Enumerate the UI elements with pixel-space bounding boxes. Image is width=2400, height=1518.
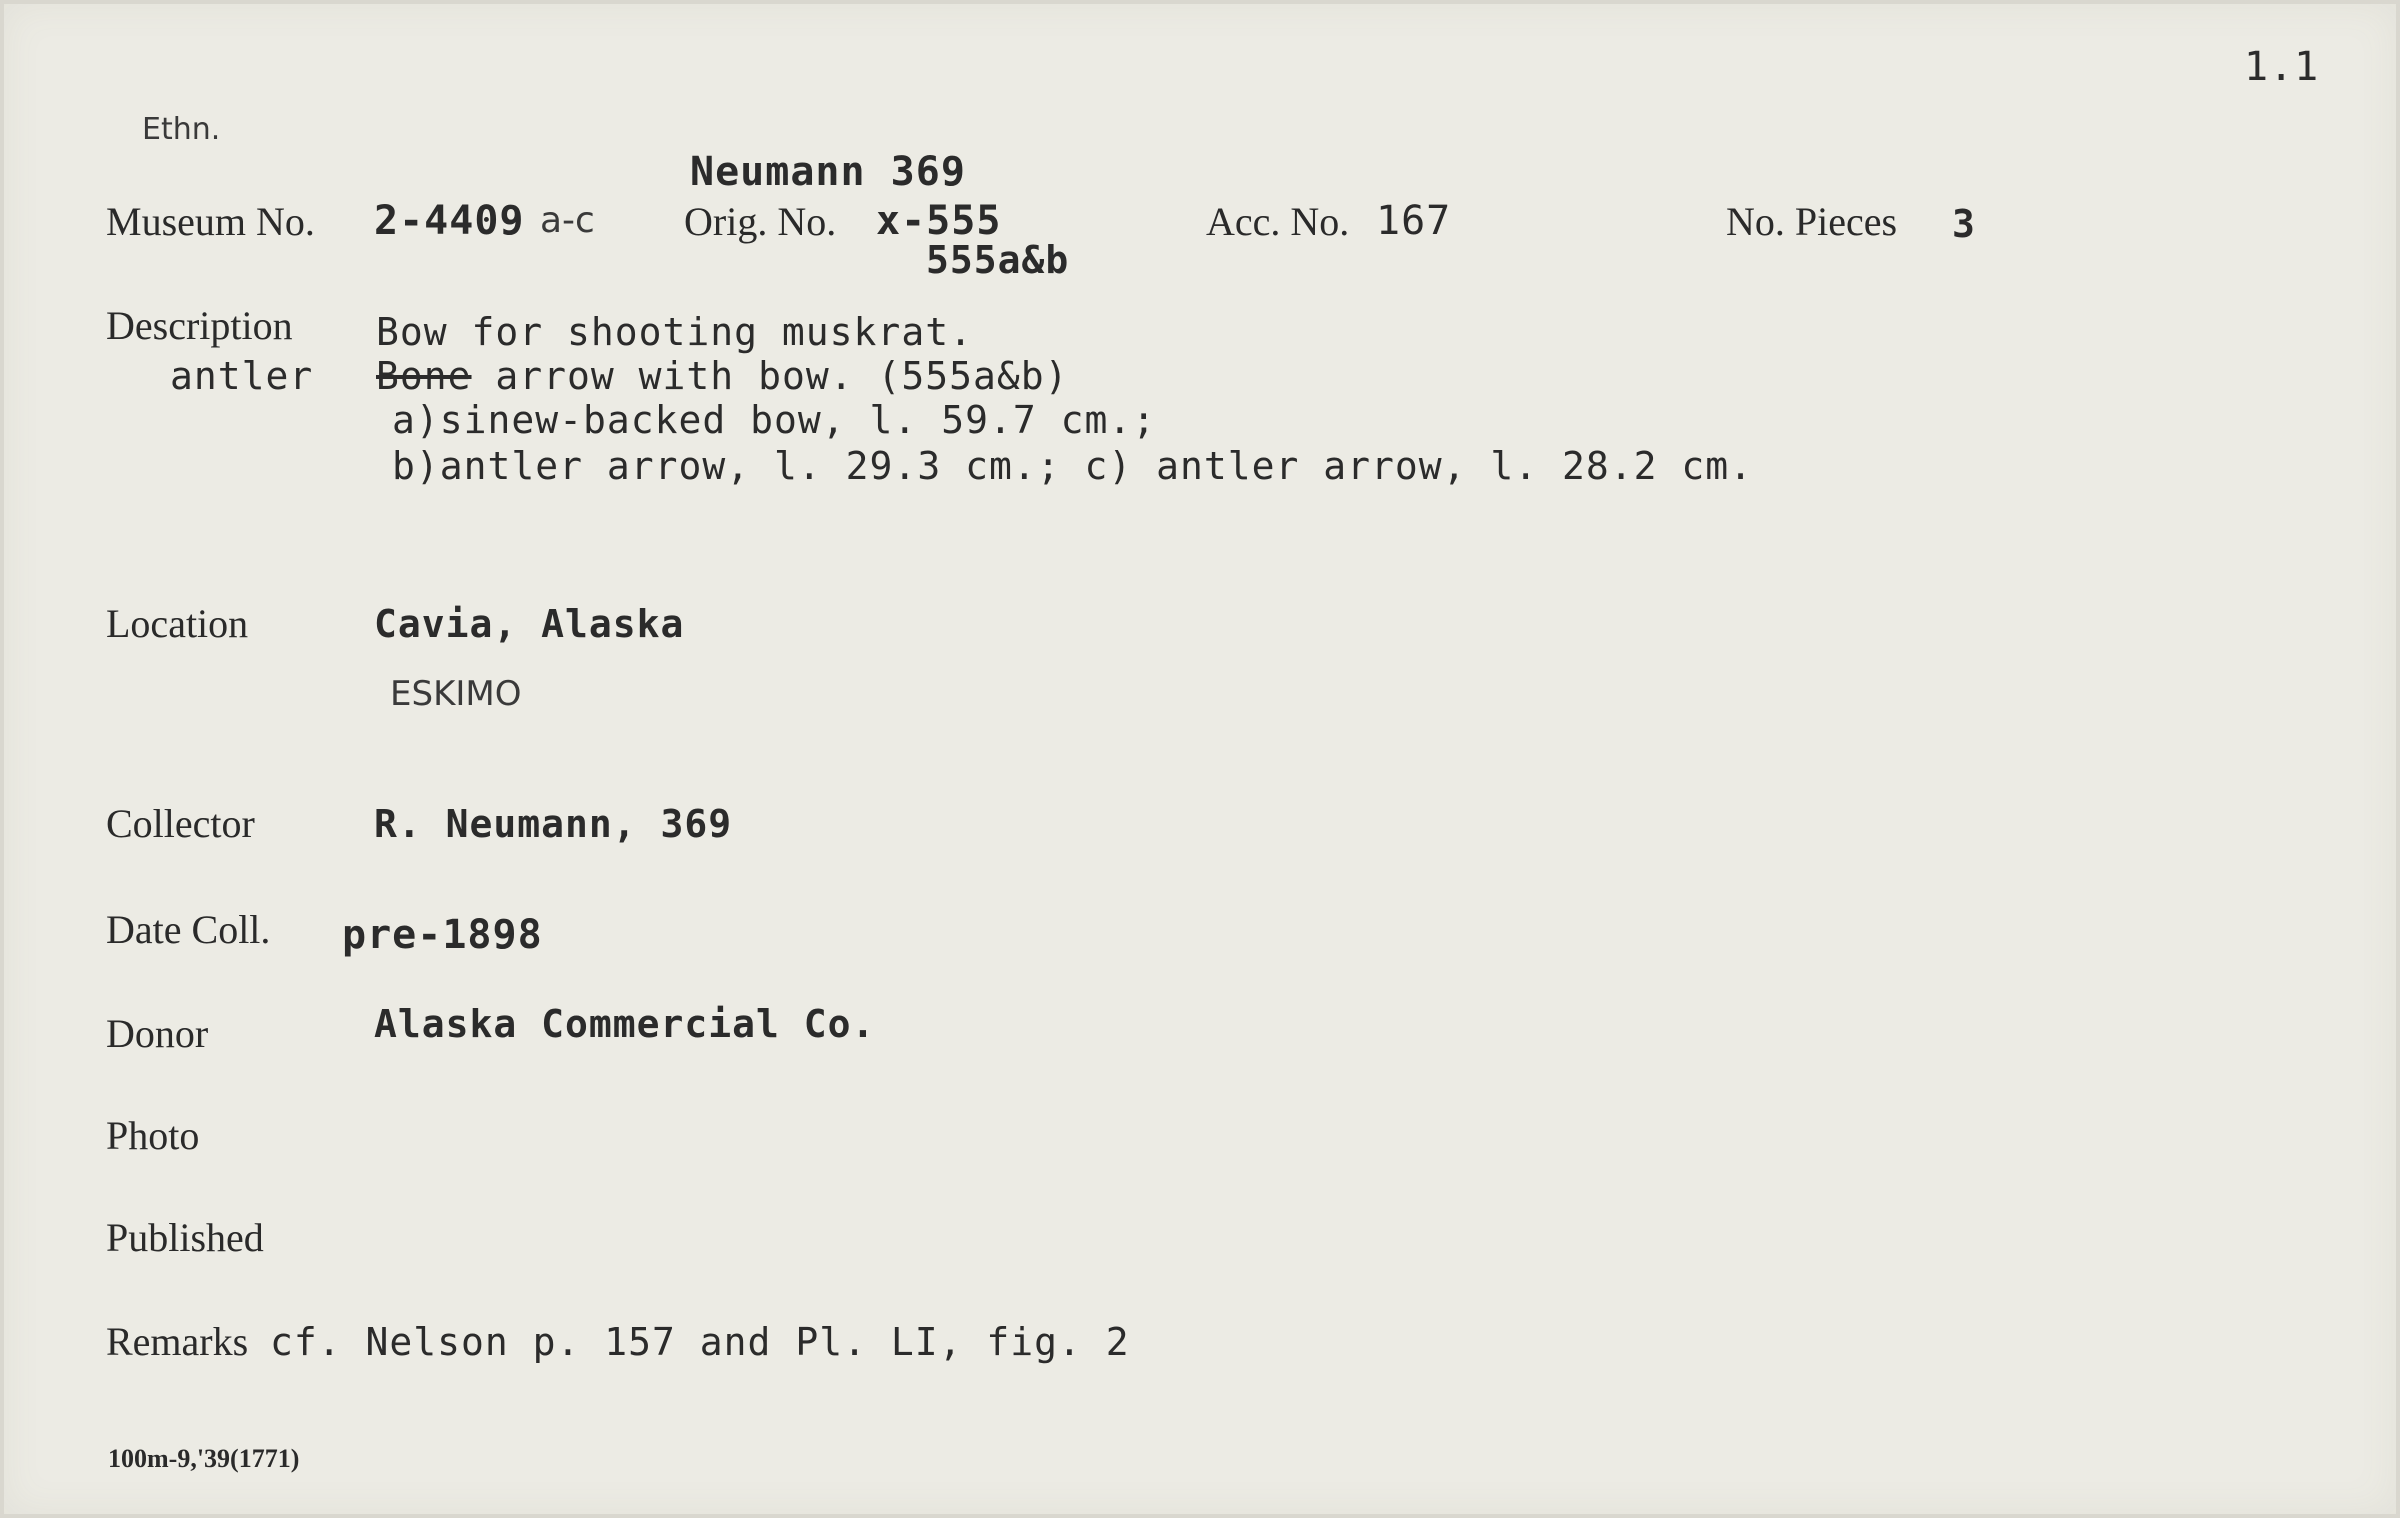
collector-label: Collector xyxy=(106,801,255,846)
remarks-label: Remarks xyxy=(106,1319,249,1364)
orig-no-label: Orig. No. xyxy=(684,199,837,244)
print-code: 100m-9,'39(1771) xyxy=(108,1444,300,1473)
collector-header: Neumann 369 xyxy=(690,149,966,195)
location-value: Cavia, Alaska xyxy=(374,602,685,646)
description-label: Description xyxy=(106,303,293,348)
date-coll-label: Date Coll. xyxy=(106,907,271,952)
donor-label: Donor xyxy=(106,1011,209,1056)
orig-no-value: x-555 xyxy=(876,198,1002,244)
museum-no-value: 2-4409 xyxy=(374,198,525,244)
photo-label: Photo xyxy=(106,1113,200,1158)
department-note: Ethn. xyxy=(142,112,221,147)
orig-no-value-2: 555a&b xyxy=(926,238,1070,282)
no-pieces-label: No. Pieces xyxy=(1726,199,1898,244)
donor-value: Alaska Commercial Co. xyxy=(374,1002,876,1046)
remarks-value: cf. Nelson p. 157 and Pl. LI, fig. 2 xyxy=(270,1320,1130,1364)
date-coll-value: pre-1898 xyxy=(342,912,543,958)
published-label: Published xyxy=(106,1215,264,1260)
description-line-3: a)sinew-backed bow, l. 59.7 cm.; xyxy=(392,398,1157,442)
location-label: Location xyxy=(106,601,249,646)
museum-no-label: Museum No. xyxy=(106,199,315,244)
collector-value: R. Neumann, 369 xyxy=(374,802,733,846)
museum-no-suffix: a-c xyxy=(540,200,595,241)
description-line-4: b)antler arrow, l. 29.3 cm.; c) antler arrow, l. 28.2 cm. xyxy=(392,444,1754,488)
no-pieces-value: 3 xyxy=(1952,202,1976,246)
struck-word: Bone xyxy=(376,354,472,398)
description-margin-note: antler xyxy=(170,354,314,398)
culture-stamp: ESKIMO xyxy=(390,674,522,714)
page-number: 1.1 xyxy=(2244,44,2320,90)
acc-no-label: Acc. No. xyxy=(1206,199,1350,244)
acc-no-value: 167 xyxy=(1376,198,1452,244)
description-line-1: Bow for shooting muskrat. xyxy=(376,310,973,354)
description-line-2-rest: arrow with bow. (555a&b) xyxy=(495,354,1069,398)
description-line-2 xyxy=(376,354,1068,398)
